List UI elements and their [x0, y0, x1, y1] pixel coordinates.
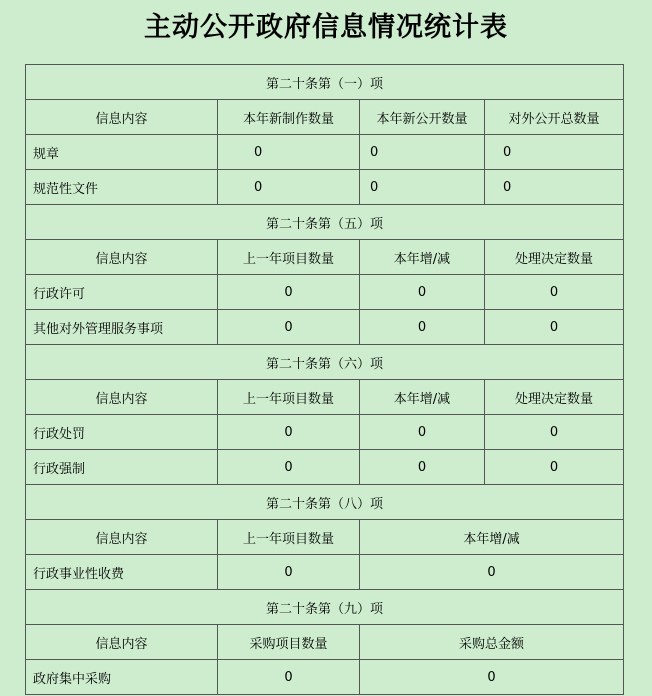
section-heading: 第二十条第（九）项 [26, 590, 624, 625]
column-header: 本年增/减 [360, 240, 485, 275]
cell-value: 0 [218, 555, 360, 590]
section-heading: 第二十条第（六）项 [26, 345, 624, 380]
column-header: 本年增/减 [360, 380, 485, 415]
cell-value: 0 [218, 275, 360, 310]
section-heading-row [26, 205, 624, 240]
row-label: 行政强制 [26, 450, 218, 485]
row-label: 行政处罚 [26, 415, 218, 450]
column-header: 信息内容 [26, 240, 218, 275]
section-heading-row [26, 485, 624, 520]
column-header: 本年新公开数量 [360, 100, 485, 135]
cell-value: 0 [360, 275, 485, 310]
column-header: 采购总金额 [360, 625, 624, 660]
column-header-row [26, 625, 624, 660]
cell-value: 0 [485, 415, 624, 450]
column-header: 对外公开总数量 [485, 100, 624, 135]
column-header: 信息内容 [26, 625, 218, 660]
page-title: 主动公开政府信息情况统计表 [144, 12, 508, 43]
column-header: 上一年项目数量 [218, 520, 360, 555]
cell-value: 0 [218, 310, 360, 345]
cell-value: 0 [218, 415, 360, 450]
cell-value: 0 [218, 135, 360, 170]
column-header: 采购项目数量 [218, 625, 360, 660]
column-header: 上一年项目数量 [218, 240, 360, 275]
table-row [26, 275, 624, 310]
column-header-row [26, 380, 624, 415]
cell-value: 0 [360, 660, 624, 695]
cell-value: 0 [485, 450, 624, 485]
cell-value: 0 [360, 555, 624, 590]
section-heading: 第二十条第（一）项 [26, 65, 624, 100]
row-label: 规范性文件 [26, 170, 218, 205]
column-header: 信息内容 [26, 520, 218, 555]
cell-value: 0 [360, 170, 485, 205]
column-header-row [26, 240, 624, 275]
cell-value: 0 [218, 450, 360, 485]
column-header: 处理决定数量 [485, 380, 624, 415]
statistics-table [25, 64, 624, 695]
cell-value: 0 [360, 310, 485, 345]
column-header: 本年新制作数量 [218, 100, 360, 135]
table-row [26, 415, 624, 450]
table-row [26, 660, 624, 695]
row-label: 行政许可 [26, 275, 218, 310]
row-label: 其他对外管理服务事项 [26, 310, 218, 345]
table-row [26, 310, 624, 345]
section-heading: 第二十条第（八）项 [26, 485, 624, 520]
cell-value: 0 [360, 415, 485, 450]
column-header: 处理决定数量 [485, 240, 624, 275]
row-label: 规章 [26, 135, 218, 170]
column-header: 信息内容 [26, 100, 218, 135]
cell-value: 0 [485, 275, 624, 310]
column-header: 上一年项目数量 [218, 380, 360, 415]
table-row [26, 170, 624, 205]
column-header: 信息内容 [26, 380, 218, 415]
section-heading-row [26, 65, 624, 100]
table-row [26, 135, 624, 170]
table-row [26, 450, 624, 485]
cell-value: 0 [485, 310, 624, 345]
cell-value: 0 [218, 660, 360, 695]
column-header-row [26, 520, 624, 555]
table-row [26, 555, 624, 590]
cell-value: 0 [485, 170, 624, 205]
section-heading-row [26, 590, 624, 625]
row-label: 行政事业性收费 [26, 555, 218, 590]
row-label: 政府集中采购 [26, 660, 218, 695]
column-header: 本年增/减 [360, 520, 624, 555]
cell-value: 0 [218, 170, 360, 205]
column-header-row [26, 100, 624, 135]
section-heading: 第二十条第（五）项 [26, 205, 624, 240]
section-heading-row [26, 345, 624, 380]
cell-value: 0 [360, 135, 485, 170]
cell-value: 0 [485, 135, 624, 170]
cell-value: 0 [360, 450, 485, 485]
